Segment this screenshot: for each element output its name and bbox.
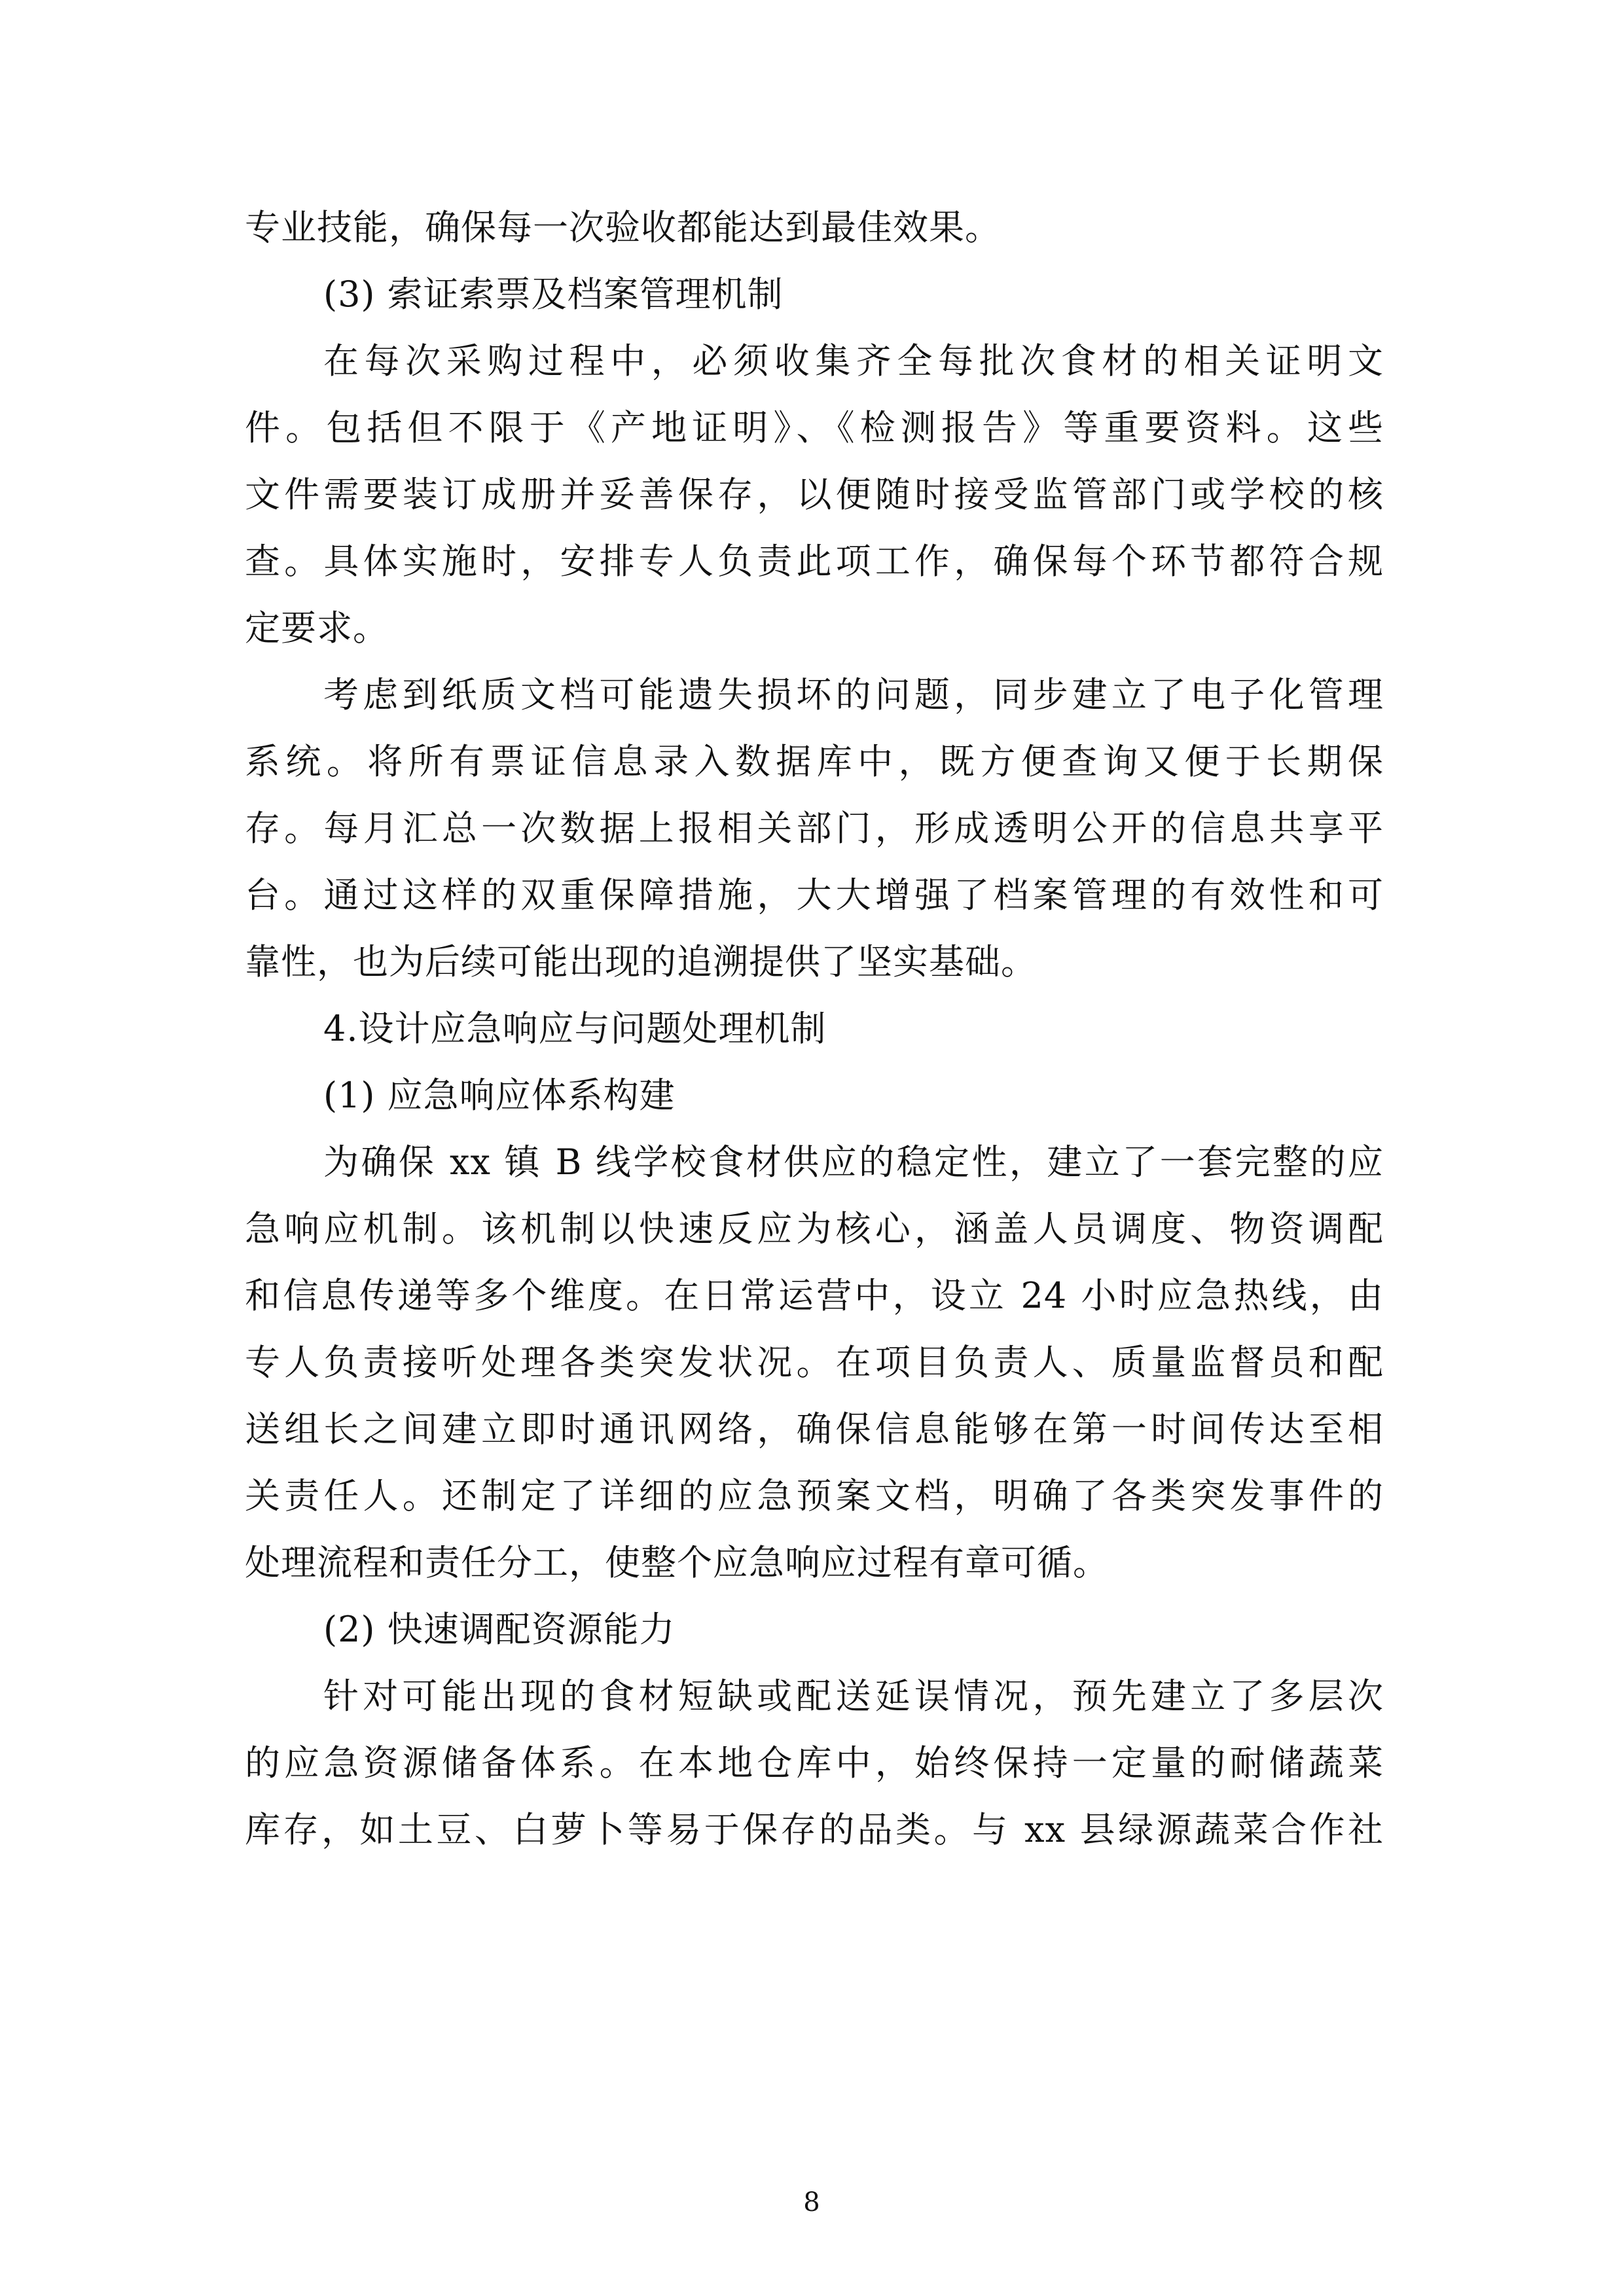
paragraph-line: 件。包括但不限于《产地证明》、《检测报告》等重要资料。这些 (245, 407, 1384, 448)
paragraph-line: 和信息传递等多个维度。在日常运营中，设立 24 小时应急热线，由 (245, 1275, 1384, 1316)
paragraph-line: 急响应机制。该机制以快速反应为核心，涵盖人员调度、物资调配 (245, 1208, 1384, 1249)
paragraph-line: 的应急资源储备体系。在本地仓库中，始终保持一定量的耐储蔬菜 (245, 1742, 1384, 1784)
paragraph-line: 送组长之间建立即时通讯网络，确保信息能够在第一时间传达至相 (245, 1408, 1384, 1450)
paragraph-line: 存。每月汇总一次数据上报相关部门，形成透明公开的信息共享平 (245, 808, 1384, 849)
paragraph-line: 专业技能，确保每一次验收都能达到最佳效果。 (245, 207, 1001, 248)
paragraph-line: 专人负责接听处理各类突发状况。在项目负责人、质量监督员和配 (245, 1342, 1384, 1383)
section-heading-line: (2) 快速调配资源能力 (323, 1609, 676, 1650)
paragraph-line: 定要求。 (245, 607, 389, 649)
page-number: 8 (803, 2187, 820, 2217)
section-heading-line: 4.设计应急响应与问题处理机制 (323, 1008, 827, 1049)
paragraph-line: 查。具体实施时，安排专人负责此项工作，确保每个环节都符合规 (245, 541, 1384, 582)
paragraph-line: 文件需要装订成册并妥善保存，以便随时接受监管部门或学校的核 (245, 474, 1384, 515)
section-heading-line: (1) 应急响应体系构建 (323, 1075, 676, 1116)
paragraph-line: 台。通过这样的双重保障措施，大大增强了档案管理的有效性和可 (245, 874, 1384, 916)
section-heading-line: (3) 索证索票及档案管理机制 (323, 274, 784, 315)
paragraph-line: 为确保 xx 镇 B 线学校食材供应的稳定性，建立了一套完整的应 (323, 1141, 1384, 1183)
paragraph-line: 考虑到纸质文档可能遗失损坏的问题，同步建立了电子化管理 (323, 674, 1384, 715)
paragraph-line: 库存，如土豆、白萝卜等易于保存的品类。与 xx 县绿源蔬菜合作社 (245, 1809, 1384, 1850)
paragraph-line: 在每次采购过程中，必须收集齐全每批次食材的相关证明文 (323, 340, 1384, 382)
paragraph-line: 靠性，也为后续可能出现的追溯提供了坚实基础。 (245, 941, 1037, 982)
paragraph-line: 关责任人。还制定了详细的应急预案文档，明确了各类突发事件的 (245, 1475, 1384, 1516)
paragraph-line: 针对可能出现的食材短缺或配送延误情况，预先建立了多层次 (323, 1676, 1384, 1717)
paragraph-line: 处理流程和责任分工，使整个应急响应过程有章可循。 (245, 1542, 1109, 1583)
paragraph-line: 系统。将所有票证信息录入数据库中，既方便查询又便于长期保 (245, 741, 1384, 782)
